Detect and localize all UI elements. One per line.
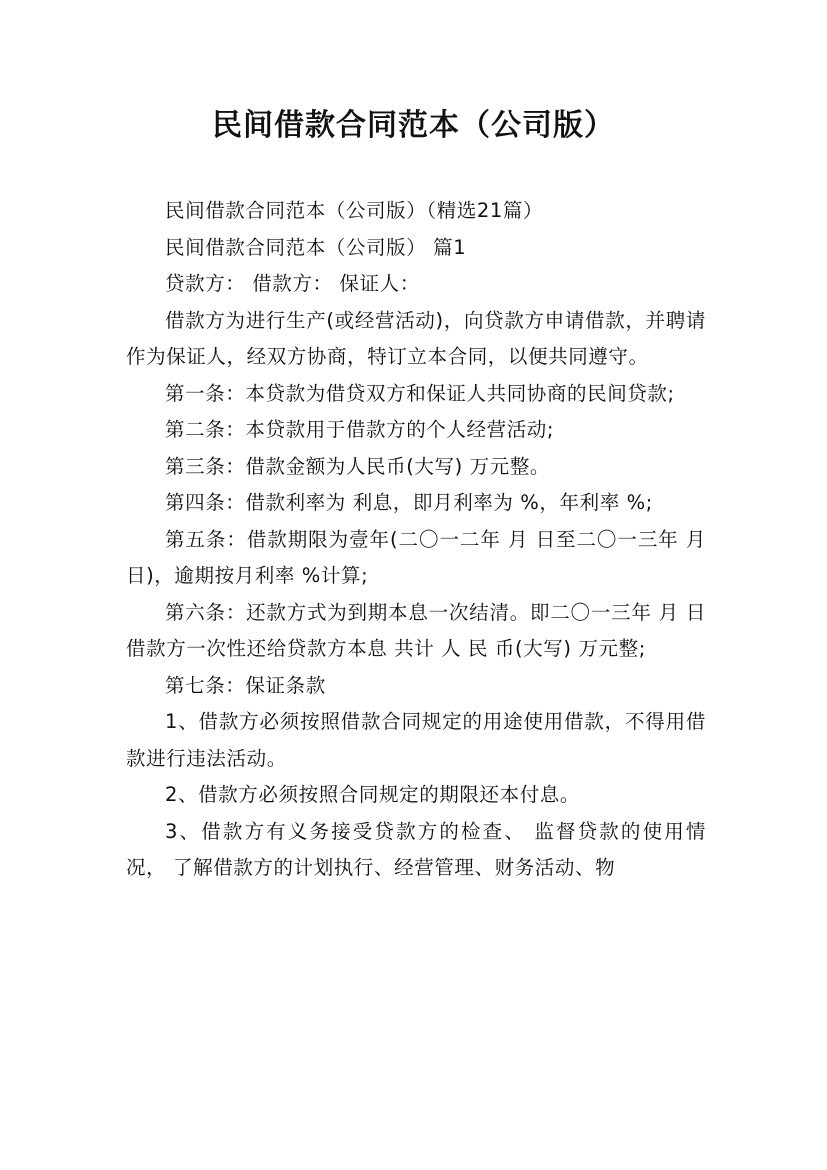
paragraph-parties: 贷款方： 借款方： 保证人： — [165, 272, 420, 295]
paragraph-clause-3: 3、借款方有义务接受贷款方的检查、 监督贷款的使用情况， 了解借款方的计划执行、经营管理、财务活动、物 — [126, 819, 706, 879]
paragraph-preamble: 借款方为进行生产(或经营活动)，向贷款方申请借款，并聘请 作为保证人，经双方协商，特订立本合同，以便共同遵守。 — [126, 308, 713, 368]
paragraph-article-3: 第三条：借款金额为人民币(大写) 万元整。 — [165, 454, 551, 478]
paragraph-article-7: 第七条：保证条款 — [165, 673, 326, 697]
paragraph-clause-1: 1、借款方必须按照借款合同规定的用途使用借款，不得用借款进行违法活动。 — [126, 710, 706, 770]
document-body — [126, 193, 713, 887]
paragraph-article-1: 第一条：本贷款为借贷双方和保证人共同协商的民间贷款; — [165, 381, 675, 405]
paragraph-clause-2: 2、借款方必须按照合同规定的期限还本付息。 — [165, 783, 581, 806]
paragraph-subtitle: 民间借款合同范本（公司版）（精选21篇） — [165, 199, 544, 222]
paragraph-section-heading: 民间借款合同范本（公司版） 篇1 — [165, 235, 467, 259]
paragraph-article-4: 第四条：借款利率为 利息，即月利率为 %，年利率 %; — [165, 491, 653, 514]
paragraph-article-5: 第五条：借款期限为壹年(二〇一二年 月 日至二〇一三年 月 日)，逾期按月利率 %计算; — [126, 527, 713, 587]
paragraph-article-6: 第六条：还款方式为到期本息一次结清。即二〇一三年 月 日借款方一次性还给贷款方本息 共计 人 民 币(大写) 万元整; — [126, 600, 706, 660]
paragraph-article-2: 第二条：本贷款用于借款方的个人经营活动; — [165, 418, 555, 441]
document-title: 民间借款合同范本（公司版） — [212, 108, 615, 143]
